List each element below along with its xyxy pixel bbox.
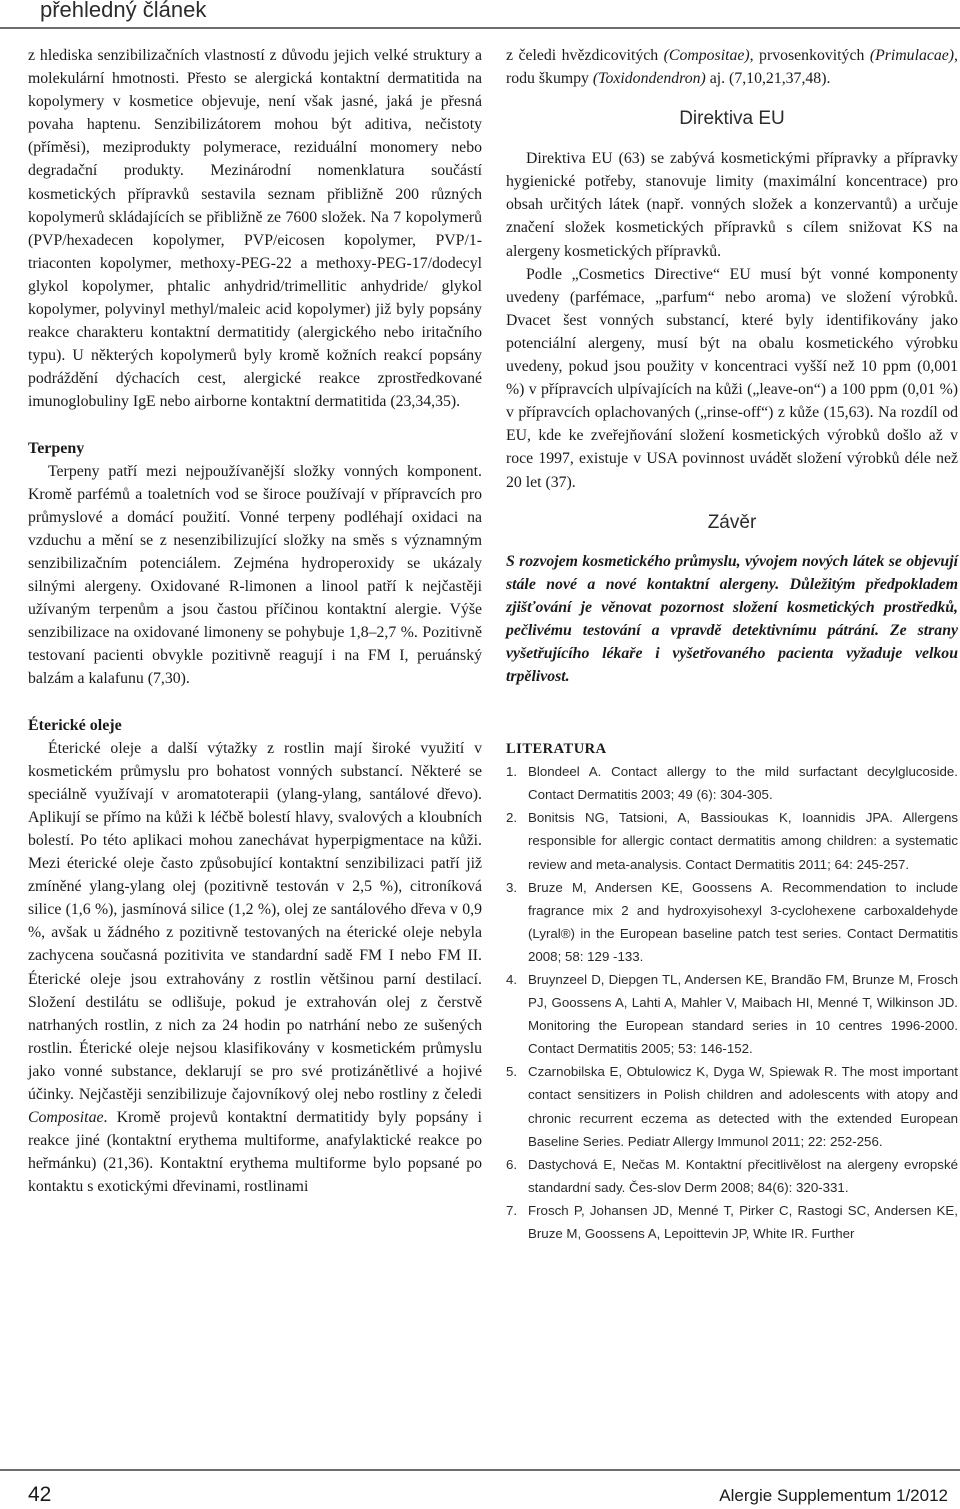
spacer — [506, 130, 958, 147]
reference-list — [506, 760, 958, 1245]
continuation-italic: (Toxidondendron) — [592, 70, 706, 88]
reference-number: 1. — [506, 764, 518, 780]
continuation-paragraph — [506, 44, 958, 90]
reference-number: 6. — [506, 1156, 518, 1172]
page-number: 42 — [28, 1483, 52, 1506]
reference-text: Dastychová E, Nečas M. Kontaktní přecitlivělost na alergeny evropské standardní sady. Čes-slov Derm 2008; 84(6): 320-331. — [528, 1156, 958, 1195]
continuation-text: aj. (7,10,21,37,48). — [705, 70, 831, 88]
spacer — [28, 414, 482, 437]
reference-number: 7. — [506, 1202, 518, 1218]
directive-paragraph-2: Podle „Cosmetics Directive“ EU musí být vonné komponenty uvedeny (parfémace, „parfum“ nebo aroma) ve složení výrobků. Dvacet šest vonných substancí, které byly identifikovány jako potenciální alergeny, musí být na obalu kosmetického výrobku uvedeny, pokud jsou použity v koncentraci vyšší než 10 ppm (0,001 %) v přípravcích ulpívajících na kůži („leave-on“) a 100 ppm (0,01 %) v přípravcích oplachovaných („rinse-off“) z kůže (15,63). Na rozdíl od EU, kde ke zveřejňování složení kosmetických výrobků došlo až v roce 1997, existuje v USA povinnost uvádět složení výrobků déle než 20 let (37). — [506, 265, 958, 491]
reference-text: Bonitsis NG, Tatsioni, A, Bassioukas K, Ioannidis JPA. Allergens responsible for allergic contact dermatitis among children: a systematic review and meta-analysis. Contact Dermatitis 2011; 64: 245-257. — [528, 810, 958, 872]
left-column — [28, 44, 482, 1199]
reference-item — [506, 1199, 958, 1245]
continuation-text: rodu škumpy — [506, 70, 593, 88]
eterick-italic-term: Compositae — [28, 1109, 104, 1127]
reference-item — [506, 1153, 958, 1199]
eterick-paragraph — [28, 737, 482, 1199]
continuation-italic: (Primulacae), — [869, 47, 958, 64]
reference-text: Bruynzeel D, Diepgen TL, Andersen KE, Brandão FM, Brunze M, Frosch PJ, Goossens A, Lahti A, Mahler V, Maibach HI, Menné T, Wilkinson JD. Monitoring the European standard series in 10 centres 1996-2000. Contact Dermatitis 2005; 53: 146-152. — [528, 972, 958, 1057]
right-column — [506, 44, 958, 1245]
page-footer — [0, 1469, 960, 1509]
eterick-text-1: Éterické oleje a další výtažky z rostlin mají široké využití v kosmetickém průmyslu pro bohatost vonných substancí. Některé se speciálně využívají v aromatoterapii (ylang-ylang, santálové dřevo). Aplikují se přímo na kůži k léčbě bolestí hlavy, svalových a kloubních bolestí. Po této aplikaci mohou zanechávat hyperpigmentace na kůži. Mezi éterické oleje často způsobující kontaktní senzibilizaci patří již zmíněné ylang-ylang olej (pozitivně testován v 2,5 %), citroníková silice (1,6 %), jasmínová silice (1,2 %), olej ze santálového dřeva v 0,9 %, avšak u žádného z pozitivně testovaných na éterické oleje nebyla zachycena současná pozitivita ve standardní sadě FM I nebo FM II. Éterické oleje jsou extrahovány z rostlin většinou parní destilací. Složení destilátu se odlišuje, pokud je extrahován olej z čerstvě natrhaných rostlin, z nich za 24 hodin po natrhání nebo ze sušených rostlin. Éterické oleje nejsou klasifikovány v kosmetickém průmyslu jako vonné substance, deklarují se pro své protizánětlivé a hojivé účinky. Nejčastěji senzibilizuje čajovníkový olej nebo rostliny z čeledi — [28, 739, 482, 1104]
reference-text: Czarnobilska E, Obtulowicz K, Dyga W, Spiewak R. The most important contact sensitizers in Polish children and adolescents with atopy and chronic recurrent eczema as detected with the extended European Baseline Series. Pediatr Allergy Immunol 2011; 22: 252-256. — [528, 1064, 958, 1149]
reference-number: 2. — [506, 810, 518, 826]
reference-number: 5. — [506, 1064, 518, 1080]
literature-heading: LITERATURA — [506, 741, 607, 758]
conclusion-text: S rozvojem kosmetického průmyslu, vývojem nových látek se objevují stále nové a nové kontaktní alergeny. Důležitým předpokladem zjišťování je věnovat pozornost složení kosmetických prostředků, pečlivému testování a vpravdě detektivnímu pátrání. Ze strany vyšetřujícího lékaře i vyšetřovaného pacienta vyžaduje velkou trpělivost. — [506, 552, 958, 686]
reference-text: Frosch P, Johansen JD, Menné T, Pirker C, Rastogi SC, Andersen KE, Bruze M, Goossens A, Lepoittevin JP, White IR. Further — [528, 1202, 958, 1242]
directive-title: Direktiva EU — [679, 108, 785, 130]
reference-number: 4. — [506, 972, 518, 987]
directive-paragraph-1: Direktiva EU (63) se zabývá kosmetickými přípravky a přípravky hygienické potřeby, stanovuje limity (maximální koncentrace) pro obsah určitých látek (např. vonných složek a konzervantů) a určuje značení složek kosmetických přípravků s cílem snižovat KS na alergeny kosmetických přípravků. — [506, 150, 958, 260]
terpeny-heading: Terpeny — [28, 439, 85, 457]
continuation-text: z čeledi hvězdicovitých — [506, 47, 664, 64]
spacer — [506, 688, 958, 738]
reference-number: 3. — [506, 879, 518, 895]
eterick-heading: Éterické oleje — [28, 716, 122, 734]
header-rule — [0, 27, 960, 29]
reference-item — [506, 968, 958, 1060]
spacer — [28, 691, 482, 714]
reference-item — [506, 760, 958, 806]
spacer — [506, 534, 958, 550]
reference-item — [506, 1060, 958, 1152]
reference-text: Bruze M, Andersen KE, Goossens A. Recommendation to include fragrance mix 2 and hydroxyisohexyl 3-cyclohexene carboxaldehyde (Lyral®) in the European baseline patch test series. Contact Dermatitis 2008; 58: 129 -133. — [528, 879, 958, 964]
reference-text: Blondeel A. Contact allergy to the mild surfactant decylglucoside. Contact Dermatitis 2003; 49 (6): 304-305. — [528, 764, 958, 803]
section-label: přehledný článek — [40, 0, 207, 22]
spacer — [506, 494, 958, 511]
continuation-text: , prvosenkovitých — [749, 47, 870, 64]
page-header — [0, 0, 960, 28]
journal-name: Alergie Supplementum 1/2012 — [719, 1486, 948, 1505]
conclusion-title: Závěr — [707, 511, 757, 533]
reference-item — [506, 876, 958, 968]
footer-rule — [0, 1469, 960, 1471]
reference-item — [506, 806, 958, 875]
eterick-text-2: . Kromě projevů kontaktní dermatitidy byly popsány i reakce jiné (kontaktní erythema multiforme, anafylaktické reakce po heřmánku) (21,36). Kontaktní erythema multiforme bylo popsané po kontaktu s exotickými dřevinami, rostlinami — [28, 1109, 482, 1196]
continuation-italic: (Compositae) — [663, 47, 750, 64]
intro-paragraph: z hlediska senzibilizačních vlastností z důvodu jejich velké struktury a molekulární hmotnosti. Přesto se alergická kontaktní dermatitida na kopolymery v kosmetice objevuje, není však jasné, jaká je přesná povaha haptenu. Senzibilizátorem mohou být aditiva, nečistoty (příměsi), meziprodukty polymerace, reziduální monomery nebo degradační produkty. Mezinárodní nomenklatura součástí kosmetických přípravků sestavila seznam přibližně 200 různých kopolymerů skládajících se přibližně ze 7600 složek. Na 7 kopolymerů (PVP/hexadecen kopolymer, PVP/eicosen kopolymer, PVP/1-triaconten kopolymer, methoxy-PEG-22 a methoxy-PEG-17/dodecyl glykol kopolymer, phtalic anhydrid/trimellitic anhydride/ glykol kopolymer, polyvinyl methyl/maleic acid kopolymer) již byly popsány reakce charakteru kontaktní dermatitidy (alergického nebo iritačního typu). U některých kopolymerů byly kromě kožních reakcí popsány podráždění dýchacích cest, alergické reakce zprostředkované imunoglobuliny IgE nebo airborne kontaktní dermatitida (23,34,35). — [28, 47, 482, 411]
terpeny-paragraph: Terpeny patří mezi nejpoužívanější složky vonných komponent. Kromě parfémů a toaletních vod se široce používají v přípravcích pro průmyslové a domácí použití. Vonné terpeny podléhají oxidaci na vzduchu a mění se z nesenzibilizující složky na směs s významným senzibilizačním potenciálem. Zejména hydroperoxidy se ukázaly silnými alergeny. Oxidované R-limonen a linool patří k nejčastěji užívaným terpenům a jsou častou příčinou kontaktní alergie. Výše senzibilizace na oxidované limoneny se pohybuje 1,8–2,7 %. Pozitivně testovaní pacienti obvykle pozitivně reagují i na FM I, peruánský balzám a kalafunu (7,30). — [28, 462, 482, 688]
spacer — [506, 90, 958, 107]
